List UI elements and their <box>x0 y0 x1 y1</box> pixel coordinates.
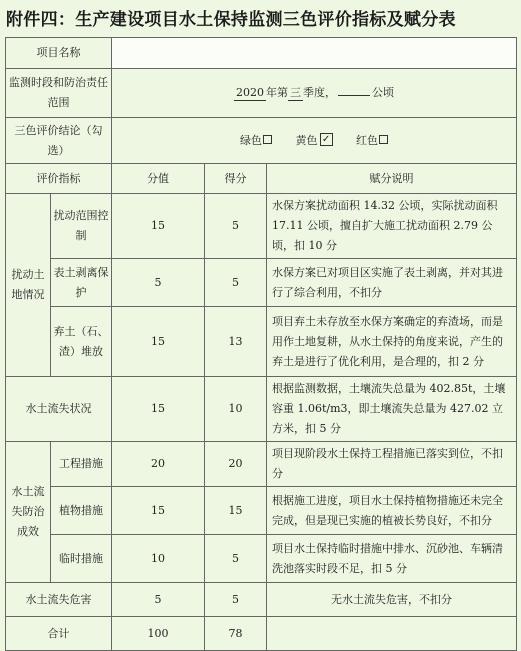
row-score: 5 <box>205 259 267 307</box>
option-yellow[interactable] <box>296 134 333 147</box>
period-label: 监测时段和防治责任范围 <box>6 69 112 118</box>
table-row <box>6 377 517 442</box>
row-score: 15 <box>205 487 267 535</box>
row-item: 水土流失危害 <box>6 583 112 617</box>
row-score: 20 <box>205 442 267 487</box>
group-disturbance: 扰动土地情况 <box>6 194 51 377</box>
row-item: 表土剥离保护 <box>51 259 112 307</box>
row-score: 5 <box>205 583 267 617</box>
period-value <box>112 69 517 118</box>
header-indicator: 评价指标 <box>6 164 112 194</box>
period-year-suffix: 年第 <box>266 86 289 99</box>
row-item: 工程措施 <box>51 442 112 487</box>
table-row <box>6 307 517 377</box>
total-label: 合计 <box>6 617 112 651</box>
row-item: 临时措施 <box>51 535 112 583</box>
table-row <box>6 259 517 307</box>
row-score: 5 <box>205 535 267 583</box>
period-quarter: 三 <box>290 86 302 99</box>
evaluation-table <box>5 37 517 651</box>
row-desc: 项目弃土未存放至水保方案确定的弃渣场，而是用作土地复耕，从水土保持的角度来说，产生的弃土是进行了优化利用，是合理的，扣 2 分 <box>267 307 517 377</box>
period-area-blank <box>338 83 370 96</box>
period-area-unit: 公顷 <box>372 86 395 99</box>
row-value: 15 <box>112 307 205 377</box>
project-name-label: 项目名称 <box>6 38 112 69</box>
option-red-label: 红色 <box>356 133 379 147</box>
table-row <box>6 583 517 617</box>
row-item: 弃土（石、渣）堆放 <box>51 307 112 377</box>
row-score: 13 <box>205 307 267 377</box>
option-green-label: 绿色 <box>240 133 263 147</box>
period-year: 2020 <box>236 86 265 99</box>
row-value: 15 <box>112 377 205 442</box>
row-value: 5 <box>112 259 205 307</box>
conclusion-label: 三色评价结论（勾选） <box>6 118 112 164</box>
row-value: 10 <box>112 535 205 583</box>
header-score-value: 分值 <box>112 164 205 194</box>
period-quarter-suffix: 季度， <box>303 86 337 99</box>
total-value: 100 <box>112 617 205 651</box>
row-desc: 项目水土保持临时措施中排水、沉砂池、车辆清洗池落实时段不足，扣 5 分 <box>267 535 517 583</box>
header-row <box>6 164 517 194</box>
document-title: 附件四：生产建设项目水土保持监测三色评价指标及赋分表 <box>6 10 456 30</box>
option-green[interactable] <box>240 134 272 147</box>
total-score: 78 <box>205 617 267 651</box>
project-name-value <box>112 38 517 69</box>
conclusion-row <box>6 118 517 164</box>
conclusion-options <box>112 118 517 164</box>
total-row <box>6 617 517 651</box>
row-value: 15 <box>112 487 205 535</box>
table-row <box>6 194 517 259</box>
option-red[interactable] <box>356 134 388 147</box>
table-row <box>6 487 517 535</box>
option-red-checkbox[interactable] <box>379 135 388 144</box>
row-desc: 项目现阶段水土保持工程措施已落实到位，不扣分 <box>267 442 517 487</box>
option-yellow-label: 黄色 <box>295 133 318 147</box>
row-desc: 水保方案已对项目区实施了表土剥离，并对其进行了综合利用，不扣分 <box>267 259 517 307</box>
row-score: 10 <box>205 377 267 442</box>
option-green-checkbox[interactable] <box>263 135 272 144</box>
row-item: 水土流失状况 <box>6 377 112 442</box>
option-yellow-checkbox[interactable]: ✓ <box>320 133 333 146</box>
table-row <box>6 442 517 487</box>
row-desc: 水保方案扰动面积 14.32 公顷，实际扰动面积 17.11 公顷，擅自扩大施工扰动面积 2.79 公顷，扣 10 分 <box>267 194 517 259</box>
row-value: 20 <box>112 442 205 487</box>
row-desc: 根据监测数据，土壤流失总量为 402.85t，土壤容重 1.06t/m3，即土壤流失总量为 427.02 立方米，扣 5 分 <box>267 377 517 442</box>
total-desc <box>267 617 517 651</box>
row-value: 5 <box>112 583 205 617</box>
row-score: 5 <box>205 194 267 259</box>
row-item: 植物措施 <box>51 487 112 535</box>
row-value: 15 <box>112 194 205 259</box>
table-row <box>6 535 517 583</box>
row-desc: 根据施工进度，项目水土保持植物措施还未完全完成，但是现已实施的植被长势良好，不扣分 <box>267 487 517 535</box>
row-item: 扰动范围控制 <box>51 194 112 259</box>
header-score: 得分 <box>205 164 267 194</box>
header-explanation: 赋分说明 <box>267 164 517 194</box>
project-name-row <box>6 38 517 69</box>
period-row <box>6 69 517 118</box>
group-prevention: 水土流失防治成效 <box>6 442 51 583</box>
row-desc: 无水土流失危害，不扣分 <box>267 583 517 617</box>
